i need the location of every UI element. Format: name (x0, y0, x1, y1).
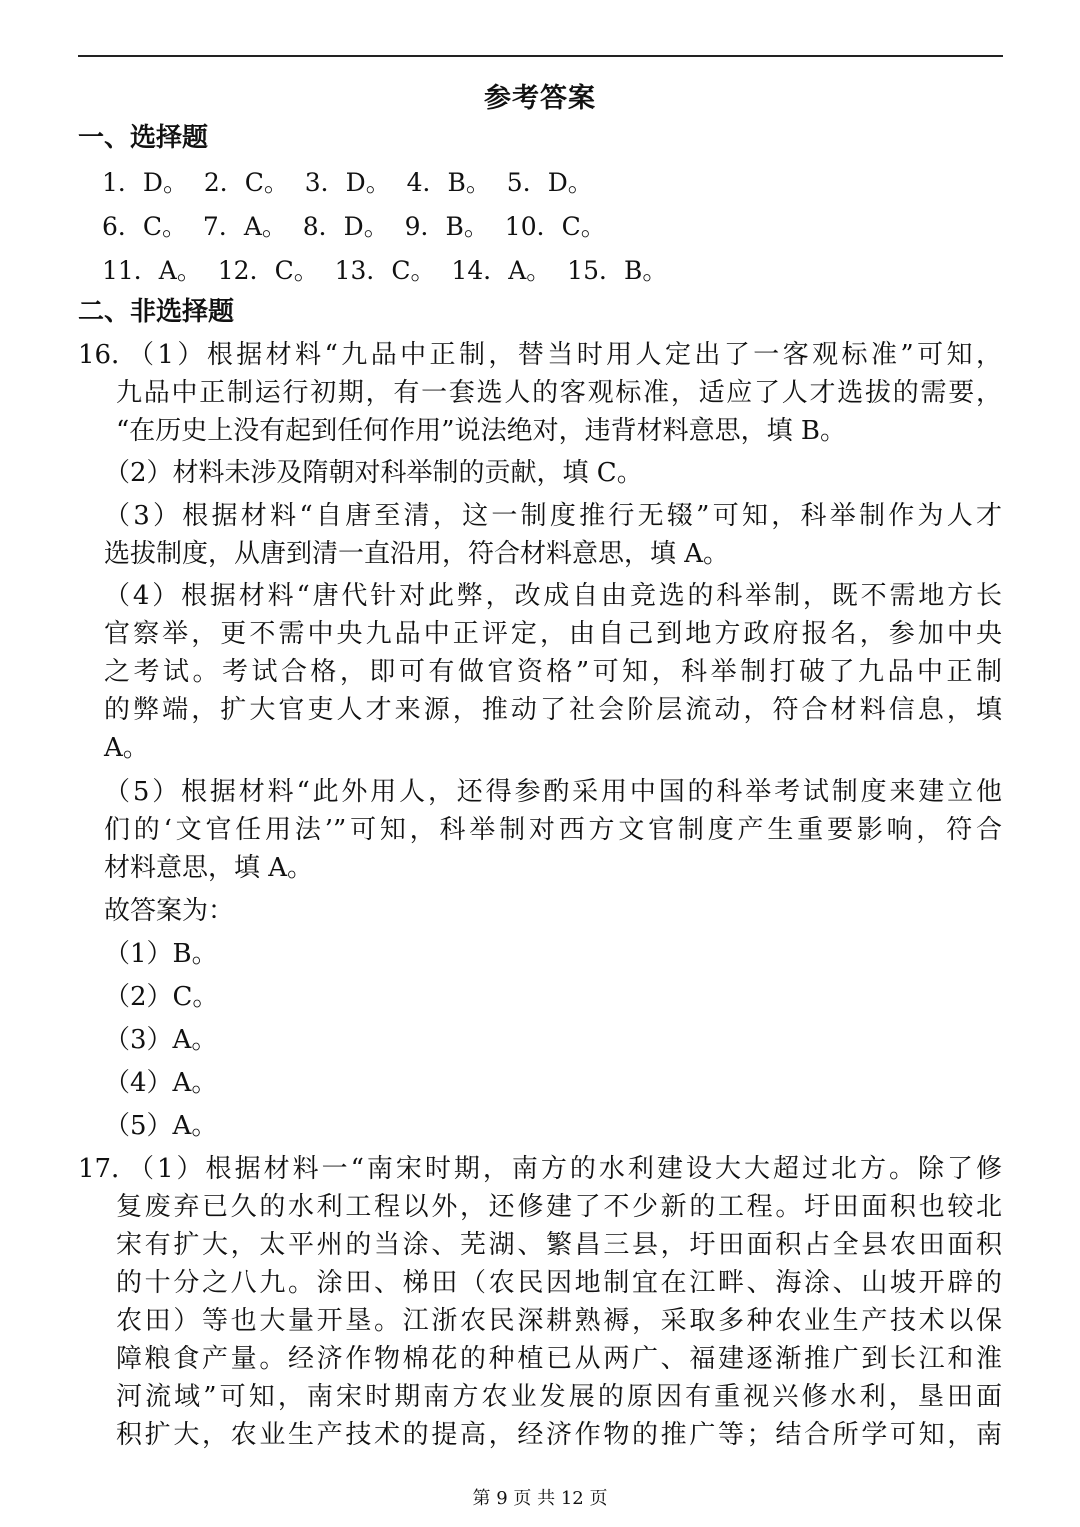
q16-part5-line: （5）根据材料“此外用人，还得参酌采用中国的科举考试制度来建立他 (104, 777, 1002, 807)
q17-line: 障粮食产量。经济作物棉花的种植已从两广、福建逐渐推广到长江和淮 (116, 1344, 1002, 1374)
q16-part1-line: （1）根据材料“九品中正制，替当时用人定出了一客观标准”可知， (128, 340, 1002, 370)
q16-part4-line: 的弊端，扩大官吏人才来源，推动了社会阶层流动，符合材料信息，填 (104, 695, 1002, 725)
choice-answers-row-2: 6．C。 7．A。 8．D。 9．B。 10．C。 (102, 212, 606, 241)
q16-answer-item: （1）B。 (104, 939, 218, 969)
section-heading-non-choice: 二、非选择题 (78, 297, 235, 327)
q17-line: （1）根据材料一“南宋时期，南方的水利建设大大超过北方。除了修 (128, 1154, 1002, 1184)
page-number-footer: 第 9 页 共 12 页 (472, 1488, 608, 1509)
q16-part3-line: （3）根据材料“自唐至清，这一制度推行无辍”可知，科举制作为人才 (104, 501, 1002, 531)
q16-answer-item: （3）A。 (104, 1025, 218, 1055)
q16-part4-line: 之考试。考试合格，即可有做官资格”可知，科举制打破了九品中正制 (104, 657, 1002, 687)
q16-part4-line: 官察举，更不需中央九品中正评定，由自己到地方政府报名，参加中央 (104, 619, 1002, 649)
q16-answer-item: （4）A。 (104, 1068, 218, 1098)
choice-answers-row-3: 11．A。 12．C。 13．C。 14．A。 15．B。 (102, 256, 668, 285)
q16-part4-line: （4）根据材料“唐代针对此弊，改成自由竞选的科举制，既不需地方长 (104, 581, 1002, 611)
q16-part1-line: “在历史上没有起到任何作用”说法绝对，违背材料意思，填 B。 (116, 416, 846, 446)
q17-line: 的十分之八九。涂田、梯田（农民因地制宜在江畔、海涂、山坡开辟的 (116, 1268, 1002, 1298)
q16-answer-item: （5）A。 (104, 1111, 218, 1141)
q16-part5-line: 们的‘文官任用法’”可知，科举制对西方文官制度产生重要影响，符合 (104, 815, 1002, 845)
q16-part4-line: A。 (104, 733, 149, 763)
q16-part3-line: 选拔制度，从唐到清一直沿用，符合材料意思，填 A。 (104, 539, 730, 569)
top-rule (78, 55, 1003, 57)
q17-line: 复废弃已久的水利工程以外，还修建了不少新的工程。圩田面积也较北 (116, 1192, 1002, 1222)
q17-line: 农田）等也大量开垦。江浙农民深耕熟褥，采取多种农业生产技术以保 (116, 1306, 1002, 1336)
q16-answer-item: （2）C。 (104, 982, 219, 1012)
choice-answers-row-1: 1．D。 2．C。 3．D。 4．B。 5．D。 (102, 168, 593, 197)
question-number-16: 16． (78, 340, 138, 370)
question-number-17: 17． (78, 1154, 138, 1184)
page-title: 参考答案 (484, 83, 596, 114)
section-heading-multiple-choice: 一、选择题 (78, 123, 209, 153)
q17-line: 河流域”可知，南宋时期南方农业发展的原因有重视兴修水利，垦田面 (116, 1382, 1002, 1412)
q16-part2-line: （2）材料未涉及隋朝对科举制的贡献，填 C。 (104, 458, 643, 488)
q16-answer-intro: 故答案为： (104, 896, 235, 926)
q16-part1-line: 九品中正制运行初期，有一套选人的客观标准，适应了人才选拔的需要， (116, 378, 1002, 408)
q17-line: 积扩大，农业生产技术的提高，经济作物的推广等；结合所学可知，南 (116, 1420, 1002, 1450)
q16-part5-line: 材料意思，填 A。 (104, 853, 314, 883)
q17-line: 宋有扩大，太平州的当涂、芜湖、繁昌三县，圩田面积占全县农田面积 (116, 1230, 1002, 1260)
